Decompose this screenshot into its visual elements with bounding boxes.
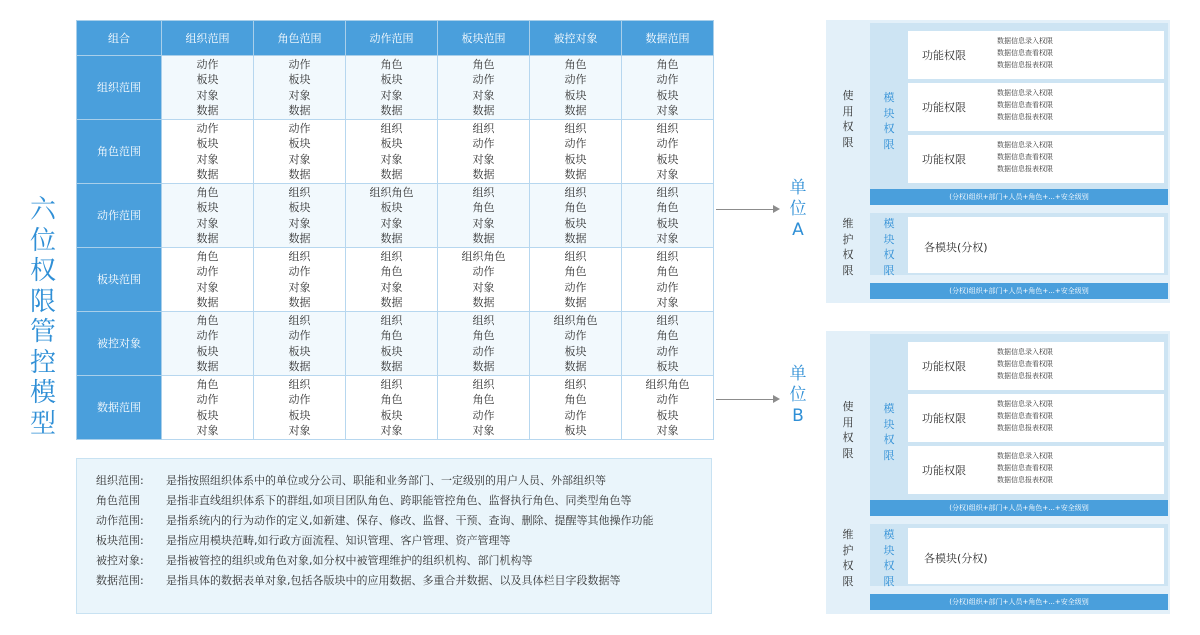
matrix-cell (346, 312, 438, 376)
matrix-cell-item: 组织 (564, 377, 587, 391)
function-permission-detail: 数据信息报表权限 (997, 165, 1053, 173)
matrix-cell-item: 板块 (380, 408, 403, 422)
matrix-cell-item: 对象 (196, 216, 219, 230)
matrix-cell-item: 动作 (196, 265, 219, 278)
matrix-row (77, 248, 714, 312)
permission-matrix (76, 20, 714, 440)
definitions-box (76, 458, 712, 614)
matrix-cell (254, 312, 346, 376)
matrix-cell (254, 184, 346, 248)
matrix-cell-item: 板块 (196, 201, 219, 214)
matrix-cell-item: 动作 (656, 280, 679, 294)
matrix-cell-item: 板块 (656, 88, 679, 102)
matrix-row-header: 数据范围 (77, 376, 162, 440)
matrix-cell-item: 组织 (380, 313, 403, 327)
matrix-cell-item: 数据 (564, 360, 587, 373)
scope-strip: (分权)组织+部门+人员+角色+...+安全级别 (870, 500, 1168, 516)
scope-strip: (分权)组织+部门+人员+角色+...+安全级别 (870, 594, 1168, 610)
matrix-cell-item: 动作 (196, 57, 219, 71)
matrix-cell-item: 角色 (472, 57, 495, 71)
matrix-cell-item: 动作 (196, 121, 219, 135)
matrix-cell (622, 376, 714, 440)
function-permission-label: 功能权限 (922, 464, 966, 477)
matrix-cell-item: 角色 (656, 201, 679, 214)
matrix-cell-item: 数据 (288, 168, 311, 181)
matrix-cell-item: 角色 (472, 201, 495, 214)
matrix-cell-item: 板块 (196, 137, 219, 150)
matrix-cell (346, 184, 438, 248)
matrix-cell-item: 数据 (472, 232, 495, 245)
matrix-col-header: 板块范围 (438, 21, 530, 56)
unit-panel (826, 331, 1170, 614)
matrix-cell-item: 角色 (196, 377, 219, 391)
matrix-cell-item: 动作 (656, 73, 679, 86)
definition-text: 是指被管控的组织或角色对象,如分权中被管理维护的组织机构、部门机构等 (166, 554, 533, 567)
matrix-cell-item: 组织角色 (461, 249, 506, 263)
matrix-cell (346, 248, 438, 312)
function-permission-box (908, 31, 1164, 79)
matrix-cell-item: 角色 (196, 185, 219, 199)
matrix-cell-item: 对象 (380, 424, 403, 437)
matrix-cell (622, 312, 714, 376)
definition-text: 是指具体的数据表单对象,包括各版块中的应用数据、多重合并数据、以及具体栏目字段数据等 (166, 574, 621, 587)
matrix-cell (530, 248, 622, 312)
matrix-cell-item: 数据 (380, 360, 403, 373)
matrix-cell (530, 312, 622, 376)
matrix-cell (346, 120, 438, 184)
function-permission-detail: 数据信息报表权限 (997, 476, 1053, 484)
function-permission-details (997, 139, 1053, 175)
module-box (908, 528, 1164, 584)
matrix-corner-header: 组合 (77, 21, 162, 56)
matrix-cell-item: 板块 (656, 408, 679, 422)
matrix-cell-item: 对象 (656, 168, 679, 181)
function-permission-details (997, 35, 1053, 71)
matrix-cell-item: 数据 (196, 104, 219, 117)
matrix-cell (438, 56, 530, 120)
matrix-cell-item: 组织 (656, 249, 679, 263)
matrix-cell-item: 动作 (564, 329, 587, 342)
matrix-cell-item: 数据 (380, 296, 403, 309)
matrix-cell-item: 动作 (656, 393, 679, 406)
function-permission-details (997, 398, 1053, 434)
matrix-cell-item: 组织 (564, 185, 587, 199)
matrix-row-header: 被控对象 (77, 312, 162, 376)
function-permission-label: 功能权限 (922, 101, 966, 114)
matrix-cell-item: 数据 (472, 360, 495, 373)
function-permission-detail: 数据信息报表权限 (997, 61, 1053, 69)
matrix-cell-item: 动作 (288, 121, 311, 135)
maintenance-permission-label: 维 护 权 限 (842, 217, 854, 277)
matrix-row-header: 板块范围 (77, 248, 162, 312)
matrix-cell-item: 对象 (288, 152, 311, 166)
matrix-cell (254, 376, 346, 440)
matrix-cell-item: 对象 (472, 152, 495, 166)
definition-text: 是指非直线组织体系下的群组,如项目团队角色、跨职能管控角色、监督执行角色、同类型角色等 (166, 494, 632, 507)
matrix-cell (346, 376, 438, 440)
matrix-row (77, 376, 714, 440)
matrix-cell-item: 板块 (380, 73, 403, 86)
matrix-cell-item: 数据 (288, 296, 311, 309)
matrix-cell-item: 板块 (288, 201, 311, 214)
matrix-cell-item: 动作 (472, 73, 495, 86)
matrix-row (77, 184, 714, 248)
matrix-cell-item: 动作 (564, 280, 587, 294)
module-box-label: 各模块(分权) (924, 552, 988, 565)
arrow-head-icon (773, 205, 780, 213)
matrix-cell-item: 动作 (288, 57, 311, 71)
function-permission-label: 功能权限 (922, 360, 966, 373)
matrix-cell-item: 数据 (196, 296, 219, 309)
matrix-cell-item: 组织 (288, 313, 311, 327)
matrix-cell-item: 数据 (472, 168, 495, 181)
matrix-cell-item: 对象 (380, 152, 403, 166)
function-permission-detail: 数据信息查看权限 (997, 49, 1053, 57)
usage-permission-label: 使 用 权 限 (842, 400, 854, 460)
matrix-cell (530, 56, 622, 120)
matrix-cell-item: 板块 (196, 73, 219, 86)
matrix-cell-item: 数据 (288, 360, 311, 373)
scope-strip: (分权)组织+部门+人员+角色+...+安全级别 (870, 283, 1168, 299)
matrix-cell-item: 对象 (380, 216, 403, 230)
matrix-cell-item: 板块 (656, 216, 679, 230)
matrix-cell-item: 动作 (472, 344, 495, 358)
definition-term: 动作范围: (96, 514, 144, 527)
function-permission-detail: 数据信息录入权限 (997, 452, 1053, 460)
function-permission-detail: 数据信息报表权限 (997, 372, 1053, 380)
matrix-cell-item: 对象 (656, 232, 679, 245)
matrix-cell-item: 角色 (380, 57, 403, 71)
maintenance-module-label: 模 块 权 限 (883, 217, 895, 277)
usage-permission-label: 使 用 权 限 (842, 89, 854, 149)
matrix-cell-item: 组织 (656, 313, 679, 327)
matrix-row (77, 120, 714, 184)
matrix-cell (530, 120, 622, 184)
arrow-to-unit-a (716, 209, 774, 210)
matrix-cell-item: 组织角色 (369, 185, 414, 199)
matrix-cell-item: 对象 (288, 216, 311, 230)
matrix-row-header: 动作范围 (77, 184, 162, 248)
function-permission-detail: 数据信息录入权限 (997, 37, 1053, 45)
matrix-cell-item: 数据 (380, 232, 403, 245)
definition-term: 组织范围: (96, 474, 144, 487)
definition-term: 被控对象: (96, 554, 144, 567)
matrix-cell-item: 板块 (380, 201, 403, 214)
matrix-cell-item: 对象 (472, 424, 495, 437)
matrix-cell-item: 对象 (472, 216, 495, 230)
matrix-cell (622, 56, 714, 120)
usage-module-label: 模 块 权 限 (883, 402, 895, 462)
matrix-cell-item: 组织 (380, 249, 403, 263)
function-permission-label: 功能权限 (922, 412, 966, 425)
matrix-cell-item: 组织 (288, 249, 311, 263)
matrix-cell-item: 动作 (196, 393, 219, 406)
matrix-cell-item: 对象 (380, 280, 403, 294)
matrix-cell-item: 角色 (196, 249, 219, 263)
diagram-title: 六 位 权 限 管 控 模 型 (29, 195, 56, 439)
matrix-cell-item: 板块 (564, 424, 587, 437)
matrix-cell-item: 板块 (656, 360, 679, 373)
matrix-cell-item: 组织角色 (645, 377, 690, 391)
matrix-cell-item: 对象 (288, 424, 311, 437)
matrix-cell-item: 动作 (564, 137, 587, 150)
matrix-cell (530, 376, 622, 440)
matrix-cell (162, 248, 254, 312)
matrix-cell-item: 对象 (196, 152, 219, 166)
function-permission-box (908, 394, 1164, 442)
matrix-col-header: 动作范围 (346, 21, 438, 56)
definition-row (77, 571, 711, 591)
matrix-cell-item: 数据 (564, 296, 587, 309)
matrix-cell (162, 312, 254, 376)
matrix-cell (438, 376, 530, 440)
matrix-cell-item: 板块 (288, 73, 311, 86)
matrix-cell (622, 120, 714, 184)
function-permission-details (997, 87, 1053, 123)
matrix-cell-item: 板块 (380, 344, 403, 358)
scope-strip: (分权)组织+部门+人员+角色+...+安全级别 (870, 189, 1168, 205)
matrix-cell-item: 组织 (656, 121, 679, 135)
matrix-cell-item: 对象 (196, 280, 219, 294)
function-permission-detail: 数据信息查看权限 (997, 153, 1053, 161)
matrix-cell-item: 数据 (196, 168, 219, 181)
unit-a-label: 单 位 A (789, 178, 807, 240)
matrix-cell-item: 角色 (564, 265, 587, 278)
function-permission-label: 功能权限 (922, 49, 966, 62)
unit-panel (826, 20, 1170, 303)
function-permission-details (997, 450, 1053, 486)
matrix-cell-item: 动作 (656, 137, 679, 150)
matrix-row-header: 组织范围 (77, 56, 162, 120)
matrix-cell (438, 120, 530, 184)
matrix-cell-item: 动作 (288, 329, 311, 342)
matrix-cell (162, 120, 254, 184)
matrix-cell-item: 数据 (564, 104, 587, 117)
matrix-cell-item: 组织角色 (553, 313, 598, 327)
matrix-cell-item: 板块 (564, 88, 587, 102)
matrix-cell-item: 板块 (196, 344, 219, 358)
matrix-cell-item: 组织 (380, 121, 403, 135)
matrix-cell-item: 数据 (380, 168, 403, 181)
function-permission-detail: 数据信息录入权限 (997, 89, 1053, 97)
matrix-cell-item: 动作 (196, 329, 219, 342)
matrix-col-header: 角色范围 (254, 21, 346, 56)
matrix-row-header: 角色范围 (77, 120, 162, 184)
matrix-cell-item: 角色 (656, 265, 679, 278)
matrix-cell (162, 376, 254, 440)
definition-row (77, 531, 711, 551)
matrix-cell (622, 184, 714, 248)
matrix-cell-item: 角色 (564, 57, 587, 71)
definition-text: 是指按照组织体系中的单位或分公司、职能和业务部门、一定级别的用户人员、外部组织等 (166, 474, 606, 487)
matrix-cell-item: 板块 (656, 152, 679, 166)
definition-term: 角色范围 (96, 494, 140, 507)
matrix-cell-item: 对象 (656, 104, 679, 117)
matrix-cell-item: 动作 (472, 265, 495, 278)
matrix-cell (254, 120, 346, 184)
matrix-cell-item: 动作 (288, 265, 311, 278)
matrix-cell (254, 248, 346, 312)
maintenance-permission-label: 维 护 权 限 (842, 528, 854, 588)
matrix-cell-item: 动作 (472, 137, 495, 150)
matrix-cell-item: 对象 (288, 280, 311, 294)
definition-row (77, 551, 711, 571)
matrix-cell-item: 组织 (656, 185, 679, 199)
matrix-cell-item: 板块 (288, 344, 311, 358)
definition-term: 数据范围: (96, 574, 144, 587)
matrix-cell-item: 对象 (656, 296, 679, 309)
matrix-cell (162, 184, 254, 248)
definition-row (77, 471, 711, 491)
matrix-cell-item: 板块 (564, 216, 587, 230)
function-permission-detail: 数据信息录入权限 (997, 141, 1053, 149)
matrix-cell-item: 板块 (288, 137, 311, 150)
function-permission-detail: 数据信息报表权限 (997, 424, 1053, 432)
matrix-cell-item: 角色 (472, 329, 495, 342)
matrix-cell-item: 角色 (656, 329, 679, 342)
matrix-cell-item: 动作 (564, 408, 587, 422)
matrix-cell-item: 动作 (288, 393, 311, 406)
arrow-to-unit-b (716, 399, 774, 400)
matrix-cell-item: 角色 (472, 393, 495, 406)
usage-module-label: 模 块 权 限 (883, 91, 895, 151)
matrix-cell-item: 动作 (564, 73, 587, 86)
matrix-row (77, 56, 714, 120)
matrix-cell-item: 板块 (196, 408, 219, 422)
maintenance-module-label: 模 块 权 限 (883, 528, 895, 588)
function-permission-box (908, 446, 1164, 494)
matrix-cell-item: 动作 (472, 408, 495, 422)
function-permission-detail: 数据信息查看权限 (997, 464, 1053, 472)
matrix-cell (530, 184, 622, 248)
matrix-cell-item: 数据 (196, 232, 219, 245)
matrix-cell-item: 角色 (380, 329, 403, 342)
matrix-cell-item: 板块 (564, 152, 587, 166)
matrix-cell-item: 数据 (564, 168, 587, 181)
matrix-cell-item: 对象 (196, 424, 219, 437)
matrix-cell-item: 数据 (564, 232, 587, 245)
function-permission-details (997, 346, 1053, 382)
definition-text: 是指系统内的行为动作的定义,如新建、保存、修改、监督、干预、查询、删除、提醒等其他操作功能 (166, 514, 654, 527)
matrix-cell-item: 数据 (196, 360, 219, 373)
definition-term: 板块范围: (96, 534, 144, 547)
matrix-cell-item: 组织 (380, 377, 403, 391)
function-permission-box (908, 83, 1164, 131)
matrix-cell-item: 组织 (472, 313, 495, 327)
function-permission-detail: 数据信息录入权限 (997, 348, 1053, 356)
matrix-cell-item: 对象 (472, 88, 495, 102)
matrix-cell-item: 对象 (656, 424, 679, 437)
module-box-label: 各模块(分权) (924, 241, 988, 254)
matrix-cell-item: 数据 (288, 232, 311, 245)
matrix-cell (162, 56, 254, 120)
function-permission-box (908, 135, 1164, 183)
matrix-header-row (77, 21, 714, 56)
matrix-cell-item: 对象 (288, 88, 311, 102)
matrix-col-header: 组织范围 (162, 21, 254, 56)
matrix-cell-item: 对象 (196, 88, 219, 102)
matrix-cell-item: 动作 (656, 344, 679, 358)
function-permission-detail: 数据信息查看权限 (997, 412, 1053, 420)
matrix-cell-item: 数据 (472, 104, 495, 117)
function-permission-detail: 数据信息报表权限 (997, 113, 1053, 121)
matrix-cell-item: 组织 (288, 377, 311, 391)
function-permission-detail: 数据信息录入权限 (997, 400, 1053, 408)
function-permission-box (908, 342, 1164, 390)
function-permission-label: 功能权限 (922, 153, 966, 166)
matrix-cell-item: 角色 (564, 393, 587, 406)
matrix-col-header: 被控对象 (530, 21, 622, 56)
function-permission-detail: 数据信息查看权限 (997, 360, 1053, 368)
matrix-cell-item: 角色 (564, 201, 587, 214)
module-box (908, 217, 1164, 273)
matrix-cell (346, 56, 438, 120)
matrix-cell-item: 角色 (380, 393, 403, 406)
matrix-cell-item: 板块 (380, 137, 403, 150)
matrix-cell-item: 数据 (380, 104, 403, 117)
matrix-cell-item: 板块 (288, 408, 311, 422)
matrix-cell-item: 对象 (380, 88, 403, 102)
unit-b-label: 单 位 B (789, 364, 807, 426)
definition-row (77, 491, 711, 511)
matrix-cell-item: 组织 (564, 121, 587, 135)
matrix-cell-item: 板块 (564, 344, 587, 358)
matrix-row (77, 312, 714, 376)
matrix-cell (438, 312, 530, 376)
matrix-cell (438, 248, 530, 312)
matrix-cell-item: 组织 (472, 121, 495, 135)
definition-row (77, 511, 711, 531)
matrix-col-header: 数据范围 (622, 21, 714, 56)
matrix-cell-item: 角色 (196, 313, 219, 327)
matrix-cell-item: 数据 (472, 296, 495, 309)
matrix-cell-item: 组织 (288, 185, 311, 199)
arrow-head-icon (773, 395, 780, 403)
matrix-cell-item: 对象 (472, 280, 495, 294)
matrix-cell-item: 角色 (656, 57, 679, 71)
matrix-cell-item: 组织 (472, 377, 495, 391)
matrix-cell-item: 组织 (564, 249, 587, 263)
matrix-cell (622, 248, 714, 312)
matrix-cell-item: 角色 (380, 265, 403, 278)
matrix-cell (254, 56, 346, 120)
matrix-cell-item: 数据 (288, 104, 311, 117)
matrix-cell-item: 组织 (472, 185, 495, 199)
matrix-cell (438, 184, 530, 248)
definition-text: 是指应用模块范畴,如行政方面流程、知识管理、客户管理、资产管理等 (166, 534, 511, 547)
function-permission-detail: 数据信息查看权限 (997, 101, 1053, 109)
